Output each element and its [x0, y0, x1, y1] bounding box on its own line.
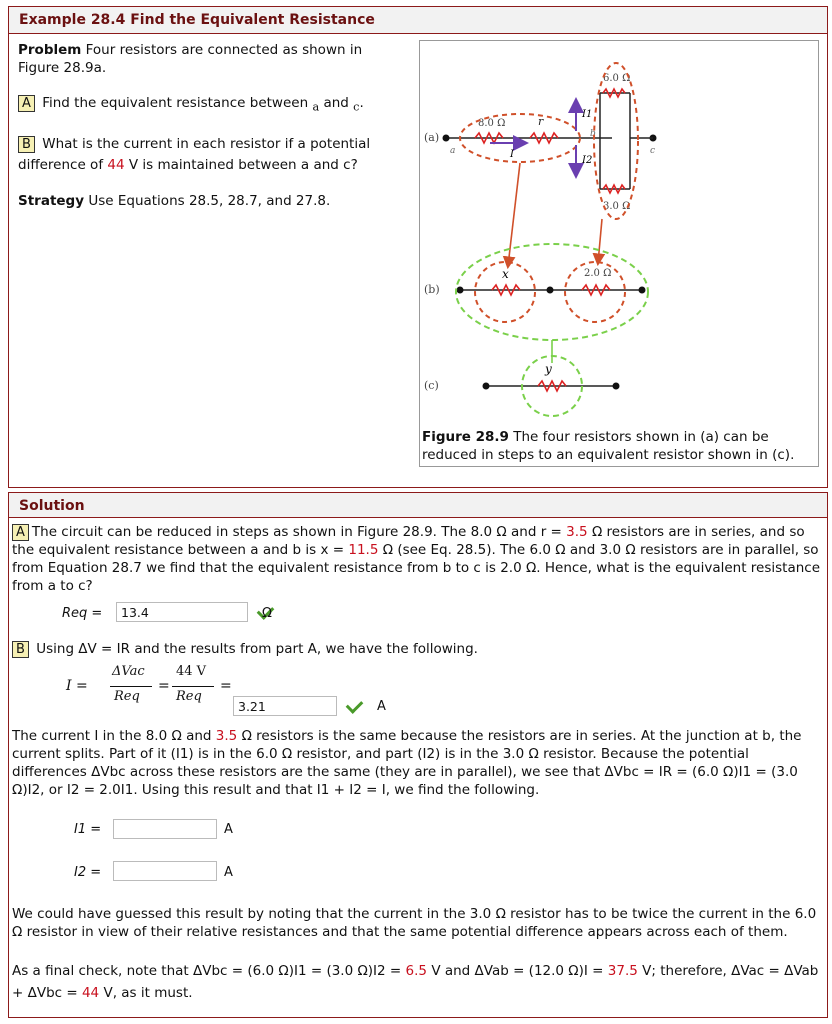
r1-label: 8.0 Ω [478, 118, 506, 129]
sol-a-text3: Ω (see Eq. 28.5). The 6.0 Ω and 3.0 Ω resistors are in parallel, so from Equation 28.7 we find that the equivalent resistance from b to c is 2.0 Ω. Hence, what is the equivalent resistance from a to c? [12, 542, 821, 594]
part-a-question [18, 94, 408, 117]
eq-num1: ΔVac [112, 664, 145, 679]
part-a-end: . [359, 95, 364, 111]
req-label: Req = [62, 606, 103, 621]
sol-b-text: Using ΔV = IR and the results from part A, we have the following. [36, 641, 478, 657]
part-b-question [18, 134, 410, 176]
current-unit: A [377, 699, 386, 714]
part-a-var-c: c [353, 100, 360, 114]
i2-answer-field[interactable] [113, 861, 217, 881]
solution-header [9, 493, 827, 518]
solution-b-text [12, 640, 812, 658]
sol-a-text1: The circuit can be reduced in steps as shown in Figure 28.9. The 8.0 Ω and r = [31, 524, 562, 540]
para3-v3: 44 [81, 985, 100, 1001]
eq-i: I = [66, 678, 88, 694]
x-label: x [502, 267, 509, 281]
para3-a: As a final check, note that ΔVbc = (6.0 Ω)I1 = (3.0 Ω)I2 = [12, 963, 402, 979]
strategy [18, 192, 408, 210]
i1-answer-field[interactable] [113, 819, 217, 839]
figure-caption [422, 428, 816, 464]
node-c-label: c [650, 146, 656, 156]
final-check-paragraph [12, 960, 824, 1004]
r3-label: 6.0 Ω [603, 73, 631, 84]
solution-a-text [12, 523, 824, 595]
problem-statement [18, 41, 403, 77]
caption-label: Figure 28.9 [422, 429, 509, 445]
node-b-b-dot [547, 287, 554, 294]
para3-v2: 37.5 [607, 963, 638, 979]
eq-equals1: = [158, 678, 170, 694]
i2-label: I2 = [74, 865, 102, 880]
sol-a-text2: Ω resistors are in series, and so the equivalent resistance between a and b is x = [12, 524, 805, 558]
part-a-text: Find the equivalent resistance between [42, 95, 309, 111]
node-c-a-dot [483, 383, 490, 390]
eq-den2: Req [176, 689, 202, 704]
reduce-arrow-x [508, 163, 520, 266]
y-label: y [545, 362, 552, 376]
part-b-text-end: V is maintained between a and c? [128, 157, 358, 173]
circuit-diagram [420, 41, 818, 426]
eq-den1: Req [114, 689, 140, 704]
solution-b-tag: B [12, 641, 29, 658]
current-answer-field[interactable]: 3.21 [233, 696, 337, 716]
figure-28-9 [419, 40, 819, 467]
node-a-dot [443, 135, 450, 142]
node-b-a-dot [457, 287, 464, 294]
eq-equals2: = [220, 678, 232, 694]
eq-bar2 [172, 686, 214, 687]
solution-a-tag: A [12, 524, 29, 541]
para3-b: V and ΔVab = (12.0 Ω)I = [431, 963, 604, 979]
guess-paragraph: We could have guessed this result by noting that the current in the 3.0 Ω resistor has to be twice the current in the 6.0 Ω resistor in view of their relative resistances and that the same potential difference appears across each of them. [12, 906, 817, 940]
part-b-tag: B [18, 136, 35, 153]
node-c-c-dot [613, 383, 620, 390]
para1-b: Ω resistors is the same because the resistors are in series. At the junction at b, the current splits. Part of it (I1) is in the 6.0 Ω resistor, and part (I2) is in the 3.0 Ω resistor. Because the potential differences ΔVbc across these resistors are the same (they are in parallel), we see that ΔVbc = IR = (6.0 Ω)I1 = (3.0 Ω)I2, or I2 = 2.0I1. Using this result and that I1 + I2 = I, we find the following. [12, 728, 802, 798]
para3-d: V, as it must. [103, 985, 193, 1001]
rbc-label: 2.0 Ω [584, 268, 612, 279]
strategy-label: Strategy [18, 193, 85, 209]
i1-label: I1 = [74, 822, 102, 837]
part-a-var-a: a [312, 100, 320, 114]
node-b-label: b [590, 129, 596, 139]
current-split-paragraph [12, 727, 824, 799]
current-label: I [510, 149, 514, 160]
problem-text: Four resistors are connected as shown in Figure 28.9a. [18, 42, 363, 76]
label-c: (c) [424, 379, 439, 392]
node-b-c-dot [639, 287, 646, 294]
para3-v1: 6.5 [405, 963, 428, 979]
r2-label: r [538, 115, 544, 128]
node-a-label: a [450, 146, 456, 156]
example-title: Example 28.4 Find the Equivalent Resistance [19, 12, 375, 28]
sol-a-r-value: 3.5 [566, 524, 588, 540]
para1-value: 3.5 [215, 728, 238, 744]
i2-unit: A [224, 865, 233, 880]
label-a: (a) [424, 131, 440, 144]
i2-label: I2 [582, 155, 593, 166]
eq-bar1 [110, 686, 152, 687]
part-b-value: 44 [107, 157, 125, 173]
req-answer-field[interactable]: 13.4 [116, 602, 248, 622]
reduce-arrow-bc [598, 219, 602, 263]
strategy-text: Use Equations 28.5, 28.7, and 27.8. [88, 193, 331, 209]
current-equation [66, 664, 236, 714]
caption-text: The four resistors shown in (a) can be reduced in steps to an equivalent resistor shown in (c). [422, 429, 795, 463]
para3-c: V; therefore, ΔVac = ΔVab + ΔVbc = [12, 963, 819, 1001]
part-a-and: and [323, 95, 349, 111]
problem-label: Problem [18, 42, 82, 58]
i1-unit: A [224, 822, 233, 837]
eq-num2: 44 V [176, 664, 207, 679]
r4-label: 3.0 Ω [603, 201, 631, 212]
solution-title: Solution [19, 498, 85, 514]
example-header [9, 7, 827, 34]
part-b-text: What is the current in each resistor if a potential difference of [18, 136, 371, 173]
part-a-tag: A [18, 95, 35, 112]
i1-label: I1 [582, 109, 593, 120]
para1-a: The current I in the 8.0 Ω and [12, 728, 212, 744]
req-unit: Ω [262, 606, 272, 621]
sol-a-x-value: 11.5 [348, 542, 379, 558]
label-b: (b) [424, 283, 440, 296]
